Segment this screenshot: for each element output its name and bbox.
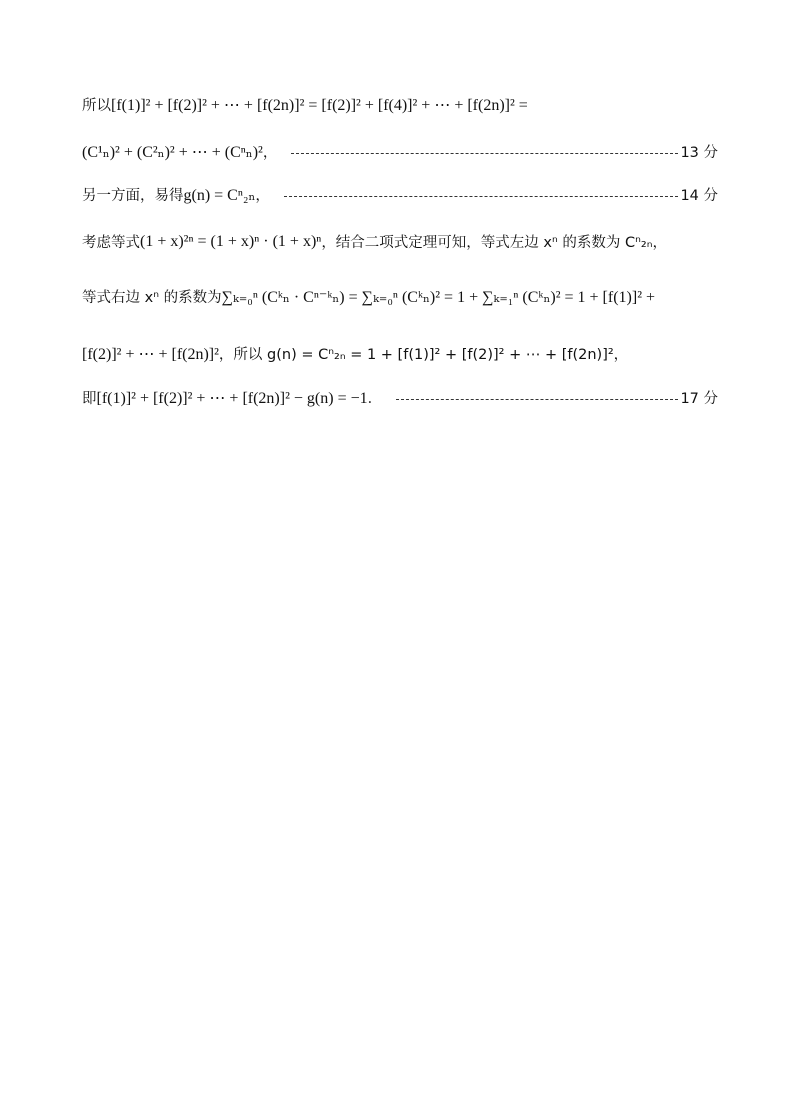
line-4-prefix: 考虑等式 — [82, 235, 140, 251]
line-4-math: (1 + x)²ⁿ = (1 + x)ⁿ · (1 + x)ⁿ — [140, 232, 322, 250]
line-4-suffix: ，结合二项式定理可知，等式左边 xⁿ 的系数为 Cⁿ₂ₙ， — [321, 235, 667, 251]
score-leader-dashes — [284, 196, 679, 197]
solution-line-7 — [82, 387, 718, 408]
line-2-score: 13 分 — [680, 145, 718, 161]
line-7-prefix: 即 — [82, 391, 97, 407]
line-3-prefix: 另一方面，易得 — [82, 188, 184, 204]
line-1-math: [f(1)]² + [f(2)]² + ⋯ + [f(2n)]² = [f(2)]² + [f(4)]² + ⋯ + [f(2n)]² = — [111, 96, 528, 114]
solution-line-4 — [82, 231, 718, 252]
solution-line-6 — [82, 343, 718, 364]
line-7-score: 17 分 — [680, 391, 718, 407]
solution-line-2 — [82, 141, 718, 162]
line-5-prefix: 等式右边 xⁿ 的系数为 — [82, 290, 222, 306]
line-3-score: 14 分 — [680, 188, 718, 204]
line-2-suffix: ， — [262, 145, 278, 161]
line-6-suffix: ，所以 g(n) = Cⁿ₂ₙ = 1 + [f(1)]² + [f(2)]² + ⋯ + [f(2n)]²， — [218, 347, 629, 363]
line-2-math: (C¹ₙ)² + (C²ₙ)² + ⋯ + (Cⁿₙ)² — [82, 143, 263, 161]
solution-line-5 — [82, 286, 718, 307]
line-6-math: [f(2)]² + ⋯ + [f(2n)]² — [82, 345, 219, 363]
solution-line-1 — [82, 94, 718, 115]
line-5-math: ∑ₖ₌₀ⁿ (Cᵏₙ · Cⁿ⁻ᵏₙ) = ∑ₖ₌₀ⁿ (Cᵏₙ)² = 1 + ∑ₖ₌₁ⁿ (Cᵏₙ)² = 1 + [f(1)]² + — [221, 288, 656, 306]
line-1-prefix: 所以 — [82, 98, 111, 114]
line-3-suffix: ， — [255, 188, 270, 204]
line-7-suffix: ． — [367, 391, 383, 407]
line-3-math: g(n) = Cⁿ₂ₙ — [183, 186, 256, 204]
score-leader-dashes — [291, 153, 678, 154]
solution-line-3 — [82, 184, 718, 205]
line-7-math: [f(1)]² + [f(2)]² + ⋯ + [f(2n)]² − g(n) = −1 — [96, 389, 368, 407]
score-leader-dashes — [396, 399, 678, 400]
